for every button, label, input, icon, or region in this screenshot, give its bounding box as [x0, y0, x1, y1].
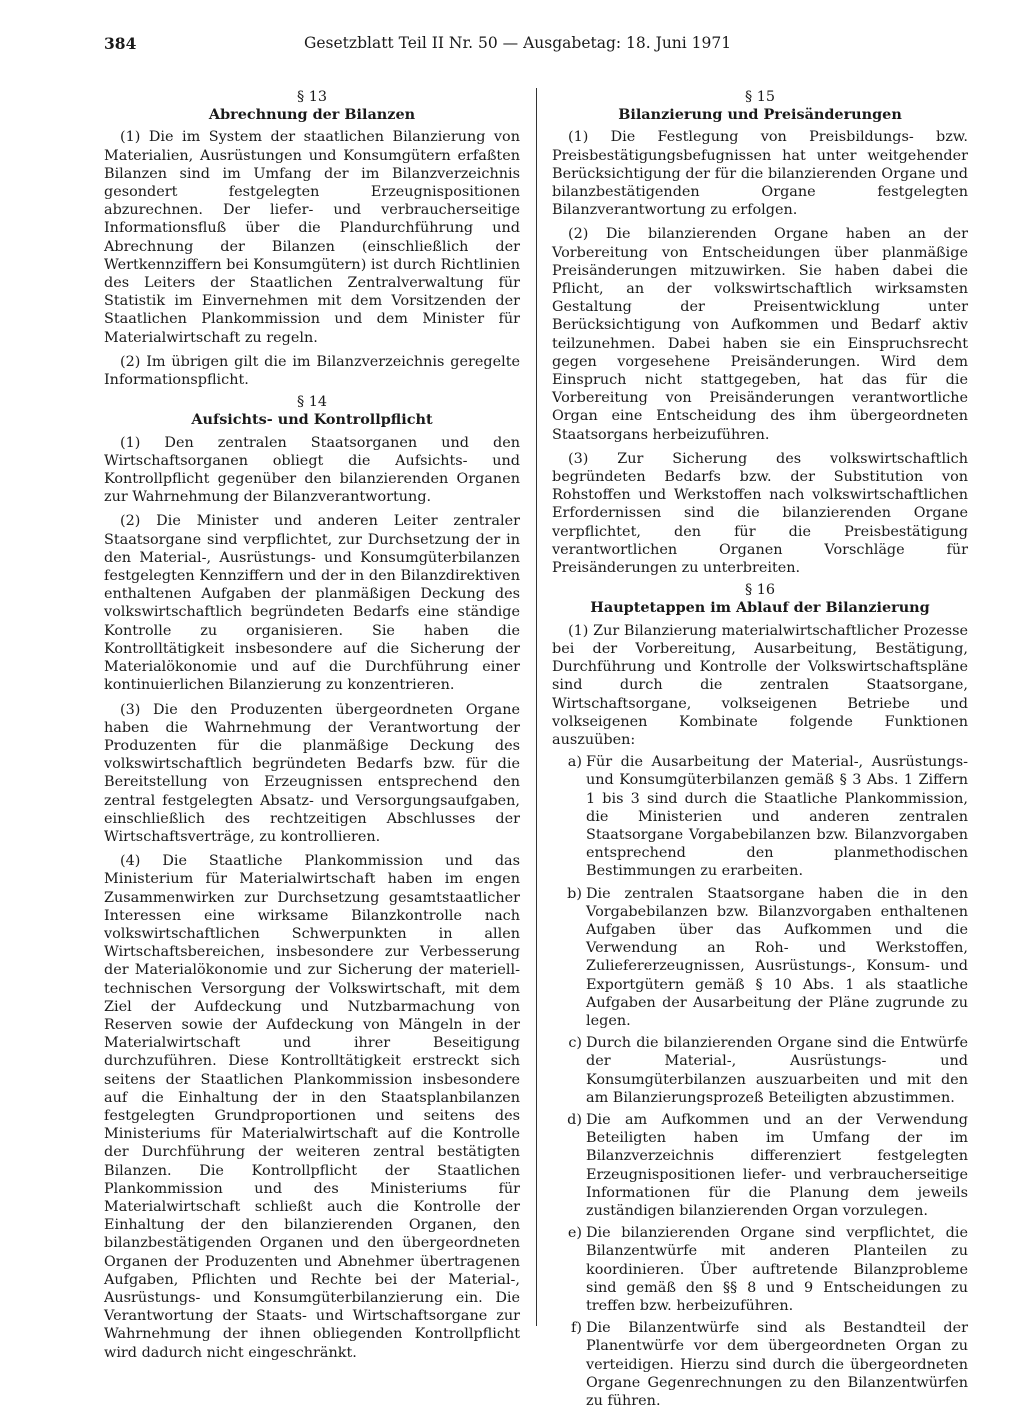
list-item-text: Durch die bilanzierenden Organe sind die Entwürfe der Material-, Ausrüstungs- und Konsumgüterbilanzen auszuarbeiten und mit den am Bilanzierungsprozeß Beteiligten abzustimmen.: [586, 1035, 968, 1106]
section-13-title: Abrechnung der Bilanzen: [208, 106, 416, 124]
right-column: [552, 88, 968, 1414]
section-14-paragraph-1: (1) Den zentralen Staatsorganen und den Wirtschaftsorganen obliegt die Aufsichts- und Kontrollpflicht gegenüber den bilanzierenden Organen zur Wahrnehmung der Bilanzverantwortung.: [104, 434, 520, 506]
section-16-paragraph-1: (1) Zur Bilanzierung materialwirtschaftlicher Prozesse bei der Vorbereitung, Ausarbeitung, Bestätigung, Durchführung und Kontrolle der Volkswirtschaftspläne sind durch die zentralen Staatsorgane, Wirtschaftsorgane, volkseigenen Betriebe und volkseigenen Kombinate folgende Funktionen auszuüben:: [552, 622, 968, 748]
list-item-letter: a): [567, 754, 582, 771]
issue-line: Gesetzblatt Teil II Nr. 50 — Ausgabetag: 18. Juni 1971: [304, 34, 732, 52]
section-15-number: § 15: [744, 89, 776, 105]
list-item: [552, 1319, 968, 1410]
section-13-paragraph-1: (1) Die im System der staatlichen Bilanzierung von Materialien, Ausrüstungen und Konsumgütern erfaßten Bilanzen sind im Umfang der im Bilanzverzeichnis gesondert festgelegten Erzeugnispositionen abzurechnen. Der liefer- und verbraucherseitige Informationsfluß über die Plandurchführung und Abrechnung der Bilanzen (einschließlich der Wertkennziffern bei Konsumgütern) ist durch Richtlinien des Leiters der Staatlichen Zentralverwaltung für Statistik im Einvernehmen mit dem Vorsitzenden der Staatlichen Plankommission und dem Minister für Materialwirtschaft zu regeln.: [104, 129, 520, 346]
list-item-text: Die zentralen Staatsorgane haben die in den Vorgabebilanzen bzw. Bilanzvorgaben enthaltenen Aufgaben über das Aufkommen und die Verwendung an Roh- und Werkstoffen, Zuliefererzeugnissen, Ausrüstungs-, Konsum- und Exportgütern gemäß § 10 Abs. 1 als staatliche Aufgaben der Ausarbeitung der Pläne zugrunde zu legen.: [586, 885, 968, 1029]
section-15-title: Bilanzierung und Preisänderungen: [618, 106, 902, 124]
section-14-paragraph-4: (4) Die Staatliche Plankommission und das Ministerium für Materialwirtschaft haben im engen Zusammenwirken zur Durchsetzung gesamtstaatlicher Interessen eine wirksame Bilanzkontrolle nach volkswirtschaftlichen Schwerpunkten in allen Wirtschaftsbereichen, insbesondere zur Verbesserung der Materialökonomie und zur Sicherung der materiell-technischen Versorgung der Volkswirtschaft, mit dem Ziel der Aufdeckung und Nutzbarmachung von Reserven sowie der Aufdeckung von Mängeln in der Materialwirtschaft und ihrer Beseitigung durchzuführen. Diese Kontrolltätigkeit erstreckt sich seitens der Staatlichen Plankommission insbesondere auf die Einhaltung der in den Staatsplanbilanzen festgelegten Grundproportionen und seitens des Ministeriums für Materialwirtschaft auf die Kontrolle der Durchführung der weiteren zentral bestätigten Bilanzen. Die Kontrollpflicht der Staatlichen Plankommission und des Ministeriums für Materialwirtschaft schließt auch die Kontrolle der Einhaltung der den bilanzierenden Organen, den bilanzbestätigenden Organen und den übergeordneten Organen der Produzenten und Abnehmer übertragenen Aufgaben, Pflichten und Rechte bei der Material-, Ausrüstungs- und Konsumgüterbilanzierung ein. Die Verantwortung der Staats- und Wirtschaftsorgane zur Wahrnehmung der ihnen obliegenden Kontrollpflicht wird dadurch nicht eingeschränkt.: [104, 853, 520, 1361]
section-14-paragraph-2: (2) Die Minister und anderen Leiter zentraler Staatsorgane sind verpflichtet, zur Durchsetzung der in den Material-, Ausrüstungs- und Konsumgüterbilanzen festgelegten Kennziffern und der in den Bilanzdirektiven enthaltenen Aufgaben der planmäßigen Deckung des volkswirtschaftlich begründeten Bedarfs eine ständige Kontrolle zu organisieren. Sie haben die Kontrolltätigkeit insbesondere auf die Sicherung der Materialökonomie und auf die Durchführung einer kontinuierlichen Bilanzierung zu konzentrieren.: [104, 513, 520, 694]
section-13-number: § 13: [296, 89, 328, 105]
section-16-number: § 16: [744, 582, 776, 599]
section-14-number: § 14: [296, 394, 328, 411]
list-item: [552, 1111, 968, 1220]
list-item-text: Die Bilanzentwürfe sind als Bestandteil der Planentwürfe vor dem übergeordneten Organ zu verteidigen. Hierzu sind durch die übergeordneten Organe Gegenrechnungen zu den Bilanzentwürfen zu führen.: [586, 1320, 968, 1410]
list-item-text: Die bilanzierenden Organe sind verpflichtet, die Bilanzentwürfe mit anderen Planteilen zu koordinieren. Über auftretende Bilanzprobleme sind gemäß den §§ 8 und 9 Entscheidungen zu treffen bzw. herbeizuführen.: [586, 1225, 968, 1314]
list-item-letter: d): [567, 1111, 582, 1128]
list-item: [552, 753, 968, 880]
list-item-letter: f): [571, 1320, 582, 1337]
list-item-letter: e): [567, 1225, 582, 1242]
section-15-paragraph-1: (1) Die Festlegung von Preisbildungs- bzw. Preisbestätigungsbefugnissen hat unter weitgehender Berücksichtigung der für die bilanzierenden Organe und bilanzbestätigenden Organe festgelegten Bilanzverantwortung zu erfolgen.: [552, 129, 968, 219]
section-13-paragraph-2: (2) Im übrigen gilt die im Bilanzverzeichnis geregelte Informationspflicht.: [104, 353, 520, 389]
section-16-title: Hauptetappen im Ablauf der Bilanzierung: [590, 599, 930, 617]
list-item-letter: b): [567, 885, 582, 902]
list-item: [552, 1034, 968, 1107]
section-14-title: Aufsichts- und Kontrollpflicht: [191, 411, 433, 429]
section-14-paragraph-3: (3) Die den Produzenten übergeordneten Organe haben die Wahrnehmung der Verantwortung der Produzenten für die planmäßige Deckung des volkswirtschaftlich begründeten Bedarfs bzw. für die Bereitstellung von Erzeugnissen entsprechend den zentral festgelegten Absatz- und Versorgungsaufgaben, einschließlich des rechtzeitigen Abschlusses der Wirtschaftsverträge, zu kontrollieren.: [104, 701, 520, 845]
section-15-paragraph-3: (3) Zur Sicherung des volkswirtschaftlich begründeten Bedarfs bzw. der Substitution von Rohstoffen und Werkstoffen nach volkswirtschaftlichen Erfordernissen sind die bilanzierenden Organe verpflichtet, den für die Preisbestätigung verantwortlichen Organen Vorschläge für Preisänderungen zu unterbreiten.: [552, 450, 968, 577]
list-item-text: Die am Aufkommen und an der Verwendung Beteiligten haben im Umfang der im Bilanzverzeichnis differenziert festgelegten Erzeugnispositionen liefer- und verbraucherseitige Informationen für die Planung dem jeweils zuständigen bilanzierenden Organ vorzulegen.: [586, 1111, 968, 1219]
list-item-text: Für die Ausarbeitung der Material-, Ausrüstungs- und Konsumgüterbilanzen gemäß § 3 Abs. 1 Ziffern 1 bis 3 sind durch die Staatliche Plankommission, die Ministerien und anderen zentralen Staatsorgane Vorgabebilanzen bzw. Bilanzvorgaben entsprechend den planmethodischen Bestimmungen zu erarbeiten.: [586, 754, 968, 880]
left-column: [104, 88, 520, 1368]
section-15-paragraph-2: (2) Die bilanzierenden Organe haben an der Vorbereitung von Entscheidungen über planmäßige Preisänderungen mitzuwirken. Sie haben dabei die Pflicht, an der volkswirtschaftlich wirksamsten Gestaltung der Preisentwicklung unter Berücksichtigung von Aufkommen und Bedarf aktiv teilzunehmen. Dabei haben sie ein Einspruchsrecht gegen vorgesehene Preisänderungen. Wird dem Einspruch nicht stattgegeben, hat das für die Vorbereitung von Preisänderungen verantwortliche Organ eine Entscheidung des ihm übergeordneten Staatsorgans herbeizuführen.: [552, 226, 968, 443]
list-item: [552, 1224, 968, 1315]
page-header: [104, 34, 968, 56]
page-number: 384: [104, 34, 137, 53]
list-item: [552, 885, 968, 1031]
list-item-letter: c): [568, 1035, 582, 1052]
column-divider: [536, 88, 537, 1326]
